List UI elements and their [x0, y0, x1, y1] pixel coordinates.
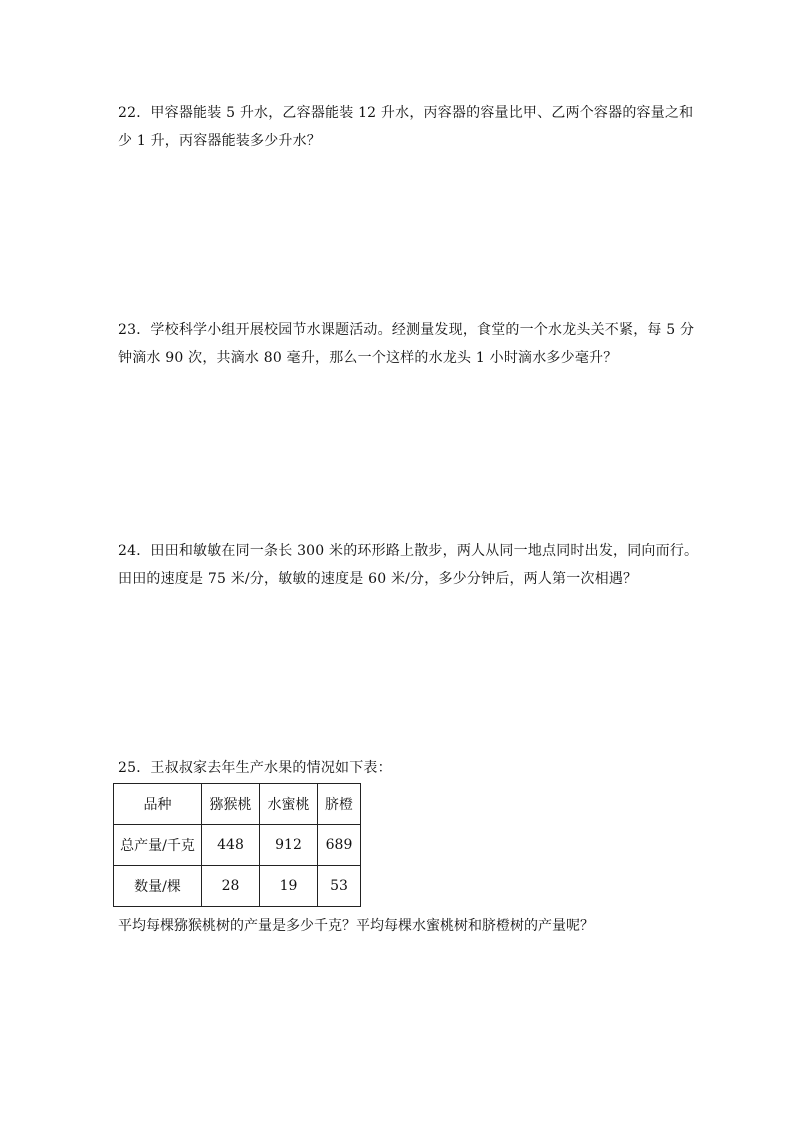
question-24	[118, 537, 698, 593]
question-24-line-1: 24．田田和敏敏在同一条长 300 米的环形路上散步，两人从同一地点同时出发，同向而行。	[118, 543, 699, 559]
fruit-production-table	[113, 783, 361, 907]
question-23-line-1: 23．学校科学小组开展校园节水课题活动。经测量发现，食堂的一个水龙头关不紧，每 5 分	[118, 322, 695, 338]
question-23-line-2: 钟滴水 90 次，共滴水 80 毫升，那么一个这样的水龙头 1 小时滴水多少毫升？	[118, 350, 618, 366]
question-25-follow-up: 平均每棵猕猴桃树的产量是多少千克？平均每棵水蜜桃树和脐橙树的产量呢？	[118, 918, 594, 934]
table-cell: 53	[318, 866, 361, 907]
table-cell: 19	[260, 866, 318, 907]
table-cell: 总产量/千克	[114, 825, 202, 866]
question-22	[118, 99, 698, 155]
question-24-line-2: 田田的速度是 75 米/分，敏敏的速度是 60 米/分，多少分钟后，两人第一次相遇？	[118, 571, 638, 587]
table-row	[114, 825, 361, 866]
table-cell: 912	[260, 825, 318, 866]
table-cell: 448	[202, 825, 260, 866]
table-row	[114, 866, 361, 907]
question-22-line-1: 22．甲容器能装 5 升水，乙容器能装 12 升水，丙容器的容量比甲、乙两个容器的容量之和	[118, 105, 694, 121]
table-cell: 数量/棵	[114, 866, 202, 907]
table-cell: 689	[318, 825, 361, 866]
table-header-cell: 猕猴桃	[202, 784, 260, 825]
question-22-line-2: 少 1 升，丙容器能装多少升水？	[118, 133, 322, 149]
table-header-cell: 水蜜桃	[260, 784, 318, 825]
table-header-cell: 品种	[114, 784, 202, 825]
table-header-cell: 脐橙	[318, 784, 361, 825]
table-cell: 28	[202, 866, 260, 907]
table-header-row	[114, 784, 361, 825]
question-25-line-1: 25．王叔叔家去年生产水果的情况如下表：	[118, 760, 392, 776]
question-25	[118, 754, 698, 782]
question-23	[118, 316, 698, 372]
